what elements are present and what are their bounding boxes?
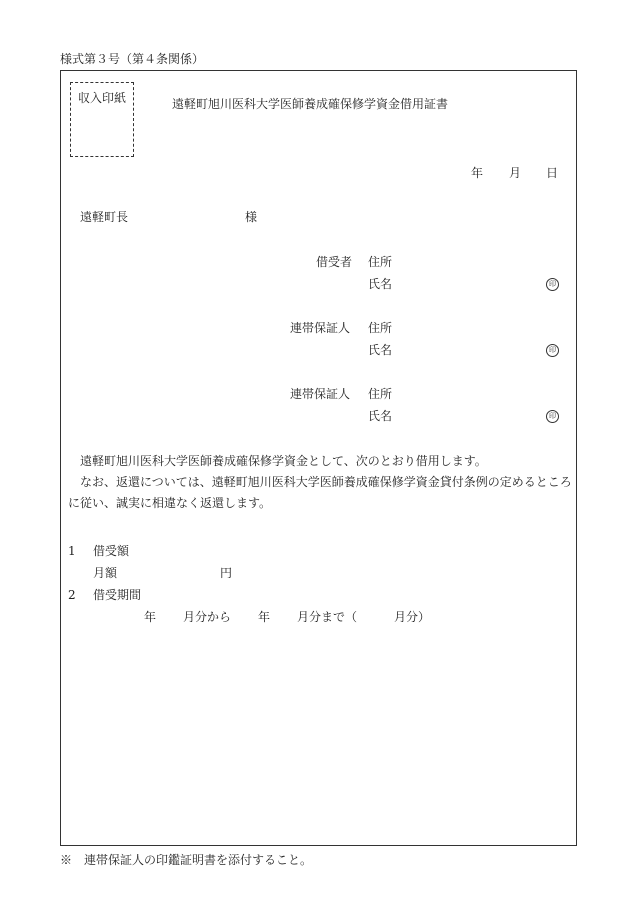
item-2-number: 2: [68, 588, 76, 602]
form-number: 様式第３号（第４条関係）: [60, 52, 205, 66]
borrower-seal-mark: 印: [546, 278, 559, 291]
period-start-month: 月分から: [183, 610, 232, 624]
date-month: 月: [509, 166, 522, 180]
monthly-amount-label: 月額: [93, 566, 118, 580]
guarantor-2-name-label: 氏名: [368, 409, 393, 423]
period-end-year: 年: [258, 610, 271, 624]
guarantor-1-address-label: 住所: [368, 321, 393, 335]
body-paragraph-1: 遠軽町旭川医科大学医師養成確保修学資金として、次のとおり借用します。: [80, 454, 487, 468]
guarantor-2-seal-mark: 印: [546, 410, 559, 423]
date-day: 日: [546, 166, 559, 180]
borrower-role: 借受者: [316, 255, 353, 269]
yen-unit: 円: [220, 566, 233, 580]
guarantor-2-role: 連帯保証人: [290, 387, 351, 401]
document-title: 遠軽町旭川医科大学医師養成確保修学資金借用証書: [172, 97, 449, 111]
date-year: 年: [471, 166, 484, 180]
guarantor-2-address-label: 住所: [368, 387, 393, 401]
item-1-title: 借受額: [93, 544, 130, 558]
guarantor-1-name-label: 氏名: [368, 343, 393, 357]
item-1-number: 1: [68, 544, 76, 558]
addressee-name: 遠軽町長: [80, 210, 129, 224]
period-total-months: 月分）: [394, 610, 431, 624]
guarantor-1-seal-mark: 印: [546, 344, 559, 357]
body-paragraph-2: なお、返還については、遠軽町旭川医科大学医師養成確保修学資金貸付条例の定めるところに従い、誠実に相違なく返還します。: [68, 475, 572, 510]
item-2-title: 借受期間: [93, 588, 142, 602]
borrower-name-label: 氏名: [368, 277, 393, 291]
period-end-month: 月分まで（: [297, 610, 358, 624]
period-start-year: 年: [144, 610, 157, 624]
borrower-address-label: 住所: [368, 255, 393, 269]
guarantor-1-role: 連帯保証人: [290, 321, 351, 335]
footnote: ※ 連帯保証人の印鑑証明書を添付すること。: [60, 853, 313, 867]
revenue-stamp-label: 収入印紙: [78, 91, 127, 105]
revenue-stamp-box: [70, 82, 134, 157]
addressee-honorific: 様: [245, 210, 258, 224]
